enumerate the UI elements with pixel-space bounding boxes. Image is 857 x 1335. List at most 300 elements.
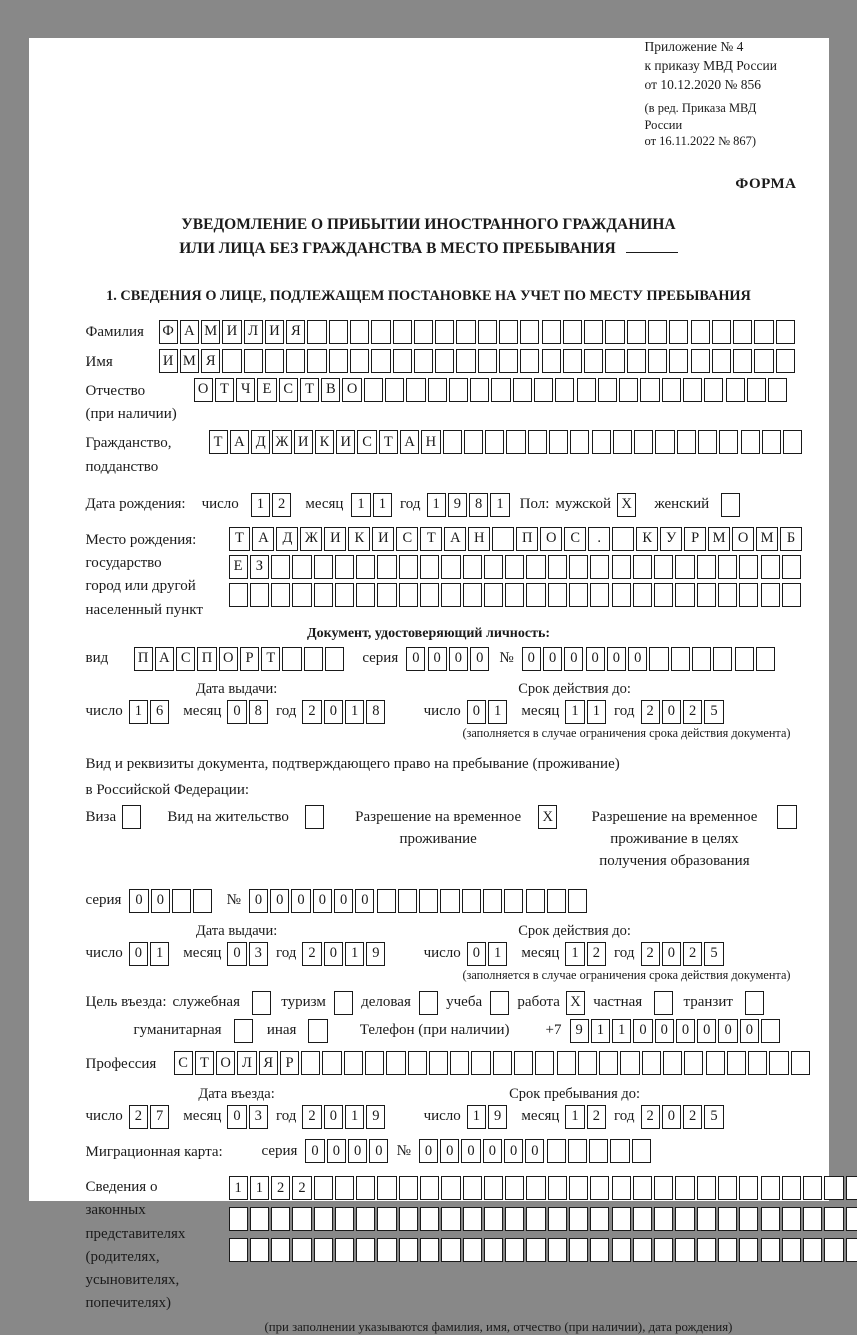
char-box[interactable] [633,1207,652,1231]
char-box[interactable] [377,555,396,579]
char-box[interactable]: 0 [355,889,374,913]
char-box[interactable] [569,1176,588,1200]
char-box[interactable] [399,1238,418,1262]
char-box[interactable]: 2 [683,1105,702,1129]
char-box[interactable] [250,1207,269,1231]
char-box[interactable] [634,430,653,454]
char-box[interactable] [718,555,737,579]
char-box[interactable] [493,1051,512,1075]
char-box[interactable]: С [174,1051,193,1075]
char-box[interactable] [429,1051,448,1075]
char-box[interactable] [484,1207,503,1231]
char-box[interactable]: 2 [302,1105,321,1129]
char-box[interactable] [463,1176,482,1200]
char-box[interactable] [754,349,773,373]
char-box[interactable] [420,583,439,607]
char-box[interactable] [697,583,716,607]
char-box[interactable]: 0 [607,647,626,671]
char-box[interactable] [463,555,482,579]
char-box[interactable] [782,1207,801,1231]
char-box[interactable] [441,583,460,607]
char-box[interactable]: 1 [250,1176,269,1200]
char-box[interactable]: Д [251,430,270,454]
char-box[interactable] [803,1176,822,1200]
char-box[interactable]: 1 [490,493,509,517]
char-box[interactable] [578,1051,597,1075]
char-box[interactable] [301,1051,320,1075]
char-box[interactable] [314,555,333,579]
char-box[interactable]: 1 [345,942,364,966]
char-box[interactable]: М [708,527,730,551]
char-box[interactable] [548,1207,567,1231]
char-box[interactable] [478,349,497,373]
char-box[interactable] [697,1207,716,1231]
char-box[interactable]: А [155,647,174,671]
char-box[interactable]: И [222,320,241,344]
char-box[interactable] [548,1176,567,1200]
char-box[interactable]: 0 [369,1139,388,1163]
char-box[interactable] [356,1176,375,1200]
char-box[interactable] [172,889,191,913]
char-box[interactable]: 0 [718,1019,737,1043]
char-box[interactable] [683,378,702,402]
char-box[interactable]: 8 [249,700,268,724]
char-box[interactable] [441,1238,460,1262]
char-box[interactable] [627,349,646,373]
char-box[interactable]: 1 [467,1105,486,1129]
char-box[interactable] [605,320,624,344]
char-box[interactable] [304,647,323,671]
char-box[interactable] [569,583,588,607]
char-box[interactable] [484,1238,503,1262]
char-box[interactable]: А [400,430,419,454]
char-box[interactable] [435,320,454,344]
char-box[interactable] [385,378,404,402]
char-box[interactable] [568,1139,587,1163]
char-box[interactable] [377,1207,396,1231]
char-box[interactable]: 0 [428,647,447,671]
char-box[interactable] [329,349,348,373]
char-box[interactable]: 0 [655,1019,674,1043]
char-box[interactable]: 0 [522,647,541,671]
char-box[interactable]: Д [276,527,298,551]
char-box[interactable]: 1 [565,700,584,724]
char-box[interactable] [598,378,617,402]
char-box[interactable] [612,527,634,551]
char-box[interactable] [441,555,460,579]
char-box[interactable] [526,583,545,607]
char-box[interactable] [612,1176,631,1200]
char-box[interactable] [441,1176,460,1200]
char-box[interactable] [271,555,290,579]
char-box[interactable] [463,583,482,607]
char-box[interactable]: 0 [449,647,468,671]
char-box[interactable] [684,1051,703,1075]
char-box[interactable] [632,1139,651,1163]
char-box[interactable] [526,889,545,913]
char-box[interactable] [748,1051,767,1075]
char-box[interactable]: 1 [345,1105,364,1129]
char-box[interactable] [718,1176,737,1200]
char-box[interactable] [776,349,795,373]
char-box[interactable]: М [201,320,220,344]
char-box[interactable] [441,1207,460,1231]
char-box[interactable]: 0 [740,1019,759,1043]
female-checkbox[interactable] [721,493,740,517]
char-box[interactable]: 9 [366,942,385,966]
char-box[interactable] [704,378,723,402]
char-box[interactable] [761,555,780,579]
char-box[interactable] [640,378,659,402]
char-box[interactable]: О [194,378,213,402]
char-box[interactable] [250,583,269,607]
char-box[interactable] [846,1176,857,1200]
other-checkbox[interactable] [308,1019,327,1043]
char-box[interactable] [620,1051,639,1075]
char-box[interactable]: 2 [641,700,660,724]
char-box[interactable]: 0 [470,647,489,671]
char-box[interactable] [590,583,609,607]
char-box[interactable]: Я [259,1051,278,1075]
char-box[interactable]: 0 [662,1105,681,1129]
char-box[interactable] [377,583,396,607]
char-box[interactable] [589,1139,608,1163]
char-box[interactable] [350,349,369,373]
char-box[interactable] [484,583,503,607]
char-box[interactable] [691,320,710,344]
char-box[interactable] [364,378,383,402]
char-box[interactable]: 0 [633,1019,652,1043]
char-box[interactable]: Т [209,430,228,454]
char-box[interactable] [335,555,354,579]
char-box[interactable]: С [396,527,418,551]
char-box[interactable] [329,320,348,344]
char-box[interactable] [292,1238,311,1262]
char-box[interactable]: 2 [272,493,291,517]
char-box[interactable] [314,1176,333,1200]
char-box[interactable] [222,349,241,373]
char-box[interactable] [547,1139,566,1163]
char-box[interactable] [520,349,539,373]
visa-checkbox[interactable] [122,805,141,829]
char-box[interactable]: Л [237,1051,256,1075]
char-box[interactable] [654,1176,673,1200]
char-box[interactable] [592,430,611,454]
char-box[interactable] [569,1207,588,1231]
char-box[interactable] [356,555,375,579]
char-box[interactable] [726,378,745,402]
char-box[interactable]: 2 [683,942,702,966]
char-box[interactable] [514,1051,533,1075]
char-box[interactable] [399,583,418,607]
char-box[interactable] [612,1238,631,1262]
char-box[interactable] [568,889,587,913]
char-box[interactable]: 0 [504,1139,523,1163]
char-box[interactable]: 1 [565,1105,584,1129]
char-box[interactable] [335,1176,354,1200]
char-box[interactable] [627,320,646,344]
char-box[interactable] [462,889,481,913]
char-box[interactable] [526,555,545,579]
char-box[interactable] [669,349,688,373]
char-box[interactable] [654,583,673,607]
char-box[interactable] [663,1051,682,1075]
char-box[interactable] [463,1238,482,1262]
char-box[interactable] [768,378,787,402]
char-box[interactable]: К [636,527,658,551]
char-box[interactable] [314,583,333,607]
char-box[interactable] [520,320,539,344]
char-box[interactable] [791,1051,810,1075]
char-box[interactable] [739,1207,758,1231]
char-box[interactable] [535,1051,554,1075]
char-box[interactable] [846,1238,857,1262]
char-box[interactable] [590,555,609,579]
char-box[interactable] [492,527,514,551]
char-box[interactable]: 0 [461,1139,480,1163]
char-box[interactable]: 3 [249,1105,268,1129]
char-box[interactable] [782,555,801,579]
char-box[interactable] [754,320,773,344]
char-box[interactable]: 0 [467,942,486,966]
char-box[interactable]: 2 [587,1105,606,1129]
char-box[interactable]: М [180,349,199,373]
char-box[interactable] [569,555,588,579]
char-box[interactable] [250,1238,269,1262]
char-box[interactable] [675,583,694,607]
char-box[interactable] [762,430,781,454]
char-box[interactable] [675,1176,694,1200]
char-box[interactable] [648,320,667,344]
char-box[interactable] [505,1207,524,1231]
char-box[interactable] [463,1207,482,1231]
char-box[interactable] [420,1207,439,1231]
char-box[interactable]: 1 [251,493,270,517]
char-box[interactable] [456,320,475,344]
char-box[interactable] [691,349,710,373]
char-box[interactable]: Р [280,1051,299,1075]
business-checkbox[interactable] [419,991,438,1015]
char-box[interactable] [569,1238,588,1262]
char-box[interactable] [282,647,301,671]
char-box[interactable]: Т [300,378,319,402]
char-box[interactable] [577,378,596,402]
char-box[interactable] [590,1176,609,1200]
char-box[interactable]: 0 [628,647,647,671]
char-box[interactable] [612,583,631,607]
char-box[interactable] [747,378,766,402]
char-box[interactable] [692,647,711,671]
char-box[interactable] [393,320,412,344]
char-box[interactable]: 2 [129,1105,148,1129]
char-box[interactable]: 0 [406,647,425,671]
char-box[interactable]: 0 [348,1139,367,1163]
char-box[interactable] [633,555,652,579]
char-box[interactable]: С [279,378,298,402]
char-box[interactable] [599,1051,618,1075]
char-box[interactable] [739,1176,758,1200]
char-box[interactable] [633,583,652,607]
char-box[interactable] [499,349,518,373]
char-box[interactable]: 1 [229,1176,248,1200]
char-box[interactable] [371,349,390,373]
char-box[interactable] [399,1207,418,1231]
char-box[interactable]: 0 [291,889,310,913]
work-checkbox[interactable]: X [566,991,585,1015]
char-box[interactable] [420,555,439,579]
char-box[interactable]: 5 [704,1105,723,1129]
char-box[interactable] [229,583,248,607]
residence-permit-checkbox[interactable] [305,805,324,829]
char-box[interactable] [741,430,760,454]
char-box[interactable]: 0 [151,889,170,913]
char-box[interactable]: 1 [150,942,169,966]
char-box[interactable]: 0 [419,1139,438,1163]
char-box[interactable] [526,1238,545,1262]
char-box[interactable]: 0 [129,942,148,966]
char-box[interactable] [697,555,716,579]
male-checkbox[interactable]: X [617,493,636,517]
char-box[interactable]: О [732,527,754,551]
char-box[interactable] [613,430,632,454]
char-box[interactable]: Т [229,527,251,551]
char-box[interactable]: 2 [271,1176,290,1200]
char-box[interactable] [399,555,418,579]
char-box[interactable]: 2 [292,1176,311,1200]
char-box[interactable]: 1 [345,700,364,724]
char-box[interactable] [414,349,433,373]
char-box[interactable]: Я [201,349,220,373]
char-box[interactable] [450,1051,469,1075]
char-box[interactable]: 1 [351,493,370,517]
char-box[interactable] [484,1176,503,1200]
char-box[interactable]: 0 [324,700,343,724]
char-box[interactable] [542,320,561,344]
char-box[interactable] [654,1238,673,1262]
char-box[interactable] [756,647,775,671]
char-box[interactable]: И [294,430,313,454]
official-checkbox[interactable] [252,991,271,1015]
char-box[interactable] [590,1238,609,1262]
char-box[interactable]: 6 [150,700,169,724]
char-box[interactable]: Н [421,430,440,454]
char-box[interactable]: 0 [324,1105,343,1129]
char-box[interactable]: Ж [300,527,322,551]
char-box[interactable] [698,430,717,454]
char-box[interactable] [584,320,603,344]
char-box[interactable]: 0 [525,1139,544,1163]
char-box[interactable]: 3 [249,942,268,966]
char-box[interactable] [675,1207,694,1231]
char-box[interactable] [846,1207,857,1231]
char-box[interactable]: 2 [587,942,606,966]
study-checkbox[interactable] [490,991,509,1015]
char-box[interactable] [505,555,524,579]
char-box[interactable] [456,349,475,373]
char-box[interactable] [499,320,518,344]
char-box[interactable] [526,1207,545,1231]
char-box[interactable]: 0 [270,889,289,913]
char-box[interactable] [325,647,344,671]
char-box[interactable] [733,349,752,373]
char-box[interactable] [654,555,673,579]
char-box[interactable] [377,1176,396,1200]
char-box[interactable]: О [540,527,562,551]
char-box[interactable]: И [336,430,355,454]
char-box[interactable] [471,1051,490,1075]
char-box[interactable] [435,349,454,373]
char-box[interactable]: 0 [324,942,343,966]
char-box[interactable] [824,1238,843,1262]
char-box[interactable]: Т [261,647,280,671]
char-box[interactable] [292,555,311,579]
char-box[interactable] [769,1051,788,1075]
char-box[interactable]: А [252,527,274,551]
char-box[interactable] [735,647,754,671]
char-box[interactable] [506,430,525,454]
char-box[interactable]: 0 [327,1139,346,1163]
char-box[interactable] [548,1238,567,1262]
char-box[interactable] [244,349,263,373]
char-box[interactable]: К [348,527,370,551]
char-box[interactable] [265,349,284,373]
char-box[interactable]: Е [229,555,248,579]
transit-checkbox[interactable] [745,991,764,1015]
char-box[interactable]: 2 [302,700,321,724]
char-box[interactable] [739,555,758,579]
char-box[interactable]: Н [468,527,490,551]
char-box[interactable] [761,1238,780,1262]
char-box[interactable]: 0 [440,1139,459,1163]
char-box[interactable] [697,1238,716,1262]
char-box[interactable]: 8 [366,700,385,724]
char-box[interactable] [718,583,737,607]
char-box[interactable] [727,1051,746,1075]
char-box[interactable] [350,320,369,344]
char-box[interactable]: Ч [236,378,255,402]
char-box[interactable] [420,1238,439,1262]
char-box[interactable]: 0 [483,1139,502,1163]
char-box[interactable] [229,1238,248,1262]
char-box[interactable] [662,378,681,402]
char-box[interactable]: П [516,527,538,551]
char-box[interactable] [761,1176,780,1200]
char-box[interactable] [335,583,354,607]
char-box[interactable]: 1 [488,942,507,966]
char-box[interactable] [570,430,589,454]
char-box[interactable] [377,1238,396,1262]
char-box[interactable] [322,1051,341,1075]
char-box[interactable] [440,889,459,913]
char-box[interactable] [513,378,532,402]
char-box[interactable]: 5 [704,942,723,966]
char-box[interactable] [548,583,567,607]
char-box[interactable]: И [372,527,394,551]
char-box[interactable] [470,378,489,402]
char-box[interactable]: 2 [641,1105,660,1129]
char-box[interactable] [428,378,447,402]
char-box[interactable] [528,430,547,454]
char-box[interactable]: . [588,527,610,551]
char-box[interactable] [344,1051,363,1075]
char-box[interactable]: 5 [704,700,723,724]
char-box[interactable]: Т [195,1051,214,1075]
char-box[interactable] [229,1207,248,1231]
char-box[interactable] [504,889,523,913]
char-box[interactable] [314,1207,333,1231]
char-box[interactable] [739,1238,758,1262]
char-box[interactable] [505,583,524,607]
